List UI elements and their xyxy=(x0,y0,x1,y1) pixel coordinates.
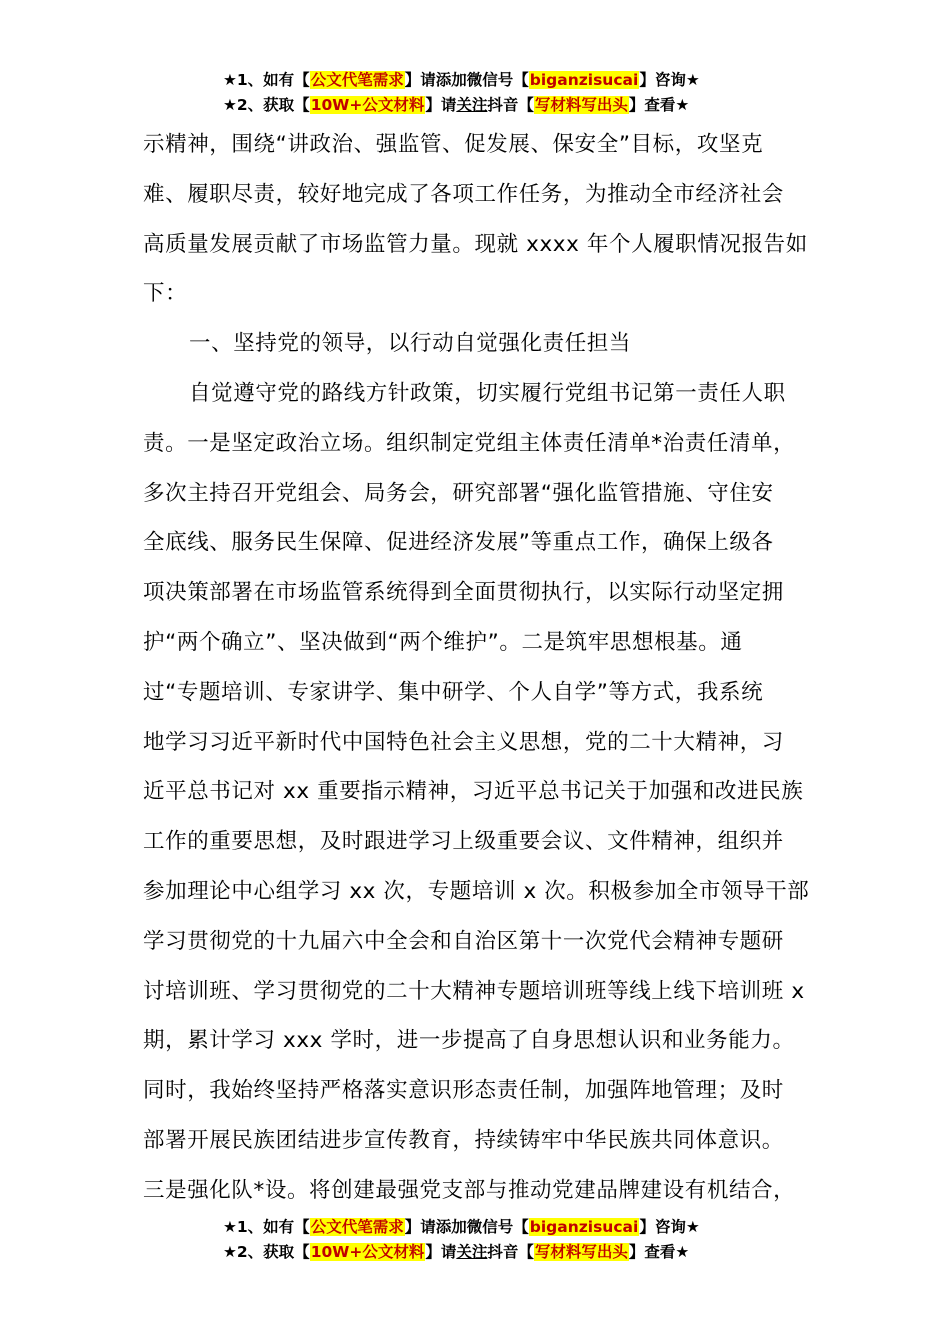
banner-text: 】请 xyxy=(404,1218,436,1236)
footer-banner xyxy=(0,1215,950,1265)
body-line: 过“专题培训、专家讲学、集中研学、个人自学”等方式，我系统 xyxy=(143,679,764,705)
banner-text: 】请 xyxy=(425,96,457,114)
banner-text: ★1、如有【 xyxy=(223,71,310,89)
banner-text: ★2、获取【 xyxy=(223,96,310,114)
banner-text: 】咨询★ xyxy=(639,71,700,89)
body-line: 护“两个确立”、坚决做到“两个维护”。二是筑牢思想根基。通 xyxy=(143,629,743,655)
body-line: 示精神，围绕“讲政治、强监管、促发展、保安全”目标，攻坚克 xyxy=(143,132,764,157)
banner-emphasis: 添加 xyxy=(435,71,467,89)
banner-line-1 xyxy=(0,1215,950,1240)
banner-emphasis: 关注 xyxy=(456,96,488,114)
highlight-materials: 10W+公文材料 xyxy=(310,1243,425,1261)
banner-emphasis: 添加 xyxy=(435,1218,467,1236)
body-line: 近平总书记对 xx 重要指示精神，习近平总书记关于加强和改进民族 xyxy=(143,779,804,805)
banner-text: 抖音【 xyxy=(487,1243,534,1261)
body-line: 多次主持召开党组会、局务会，研究部署“强化监管措施、守住安 xyxy=(143,480,774,506)
body-line: 参加理论中心组学习 xx 次，专题培训 x 次。积极参加全市领导干部 xyxy=(143,878,810,904)
body-line: 项决策部署在市场监管系统得到全面贯彻执行，以实际行动坚定拥 xyxy=(143,580,784,606)
banner-text: ★1、如有【 xyxy=(223,1218,310,1236)
document-body xyxy=(143,120,808,1216)
body-line: 下： xyxy=(143,281,188,307)
body-line: 同时，我始终坚持严格落实意识形态责任制，加强阵地管理；及时 xyxy=(143,1078,784,1104)
section-heading: 一、坚持党的领导，以行动自觉强化责任担当 xyxy=(189,331,632,357)
body-line: 期，累计学习 xxx 学时，进一步提高了自身思想认识和业务能力。 xyxy=(143,1028,795,1054)
body-line: 责。一是坚定政治立场。组织制定党组主体责任清单*治责任清单， xyxy=(143,430,796,456)
banner-text: 】查看★ xyxy=(628,1243,690,1261)
banner-text: 】咨询★ xyxy=(639,1218,700,1236)
body-line: 讨培训班、学习贯彻党的二十大精神专题培训班等线上线下培训班 x xyxy=(143,978,805,1004)
banner-text: 微信号【 xyxy=(466,1218,529,1236)
highlight-douyin: 写材料写出头 xyxy=(534,96,628,114)
banner-line-1 xyxy=(0,68,950,93)
highlight-materials: 10W+公文材料 xyxy=(310,96,425,114)
highlight-service: 公文代笔需求 xyxy=(310,71,404,89)
body-line: 地学习习近平新时代中国特色社会主义思想，党的二十大精神，习 xyxy=(143,729,784,755)
body-line: 部署开展民族团结进步宣传教育，持续铸牢中华民族共同体意识。 xyxy=(143,1127,784,1153)
banner-text: 微信号【 xyxy=(466,71,529,89)
banner-text: 抖音【 xyxy=(487,96,534,114)
body-line: 工作的重要思想，及时跟进学习上级重要会议、文件精神，组织并 xyxy=(143,829,784,855)
body-line: 难、履职尽责，较好地完成了各项工作任务，为推动全市经济社会 xyxy=(143,181,784,207)
body-line: 学习贯彻党的十九届六中全会和自治区第十一次党代会精神专题研 xyxy=(143,928,784,954)
banner-text: 】查看★ xyxy=(628,96,690,114)
highlight-wechat-id: biganzisucai xyxy=(529,71,639,89)
body-line: 自觉遵守党的路线方针政策，切实履行党组书记第一责任人职 xyxy=(189,380,786,406)
banner-text: 】请 xyxy=(425,1243,457,1261)
banner-text: 】请 xyxy=(404,71,436,89)
highlight-service: 公文代笔需求 xyxy=(310,1218,404,1236)
body-line: 高质量发展贡献了市场监管力量。现就 xxxx 年个人履职情况报告如 xyxy=(143,231,808,257)
banner-line-2 xyxy=(0,1240,950,1265)
banner-line-2 xyxy=(0,93,950,118)
body-line: 全底线、服务民生保障、促进经济发展”等重点工作，确保上级各 xyxy=(143,530,774,556)
banner-text: ★2、获取【 xyxy=(223,1243,310,1261)
header-banner xyxy=(0,68,950,118)
body-line: 三是强化队*设。将创建最强党支部与推动党建品牌建设有机结合， xyxy=(143,1177,796,1203)
highlight-wechat-id: biganzisucai xyxy=(529,1218,639,1236)
highlight-douyin: 写材料写出头 xyxy=(534,1243,628,1261)
banner-emphasis: 关注 xyxy=(456,1243,488,1261)
